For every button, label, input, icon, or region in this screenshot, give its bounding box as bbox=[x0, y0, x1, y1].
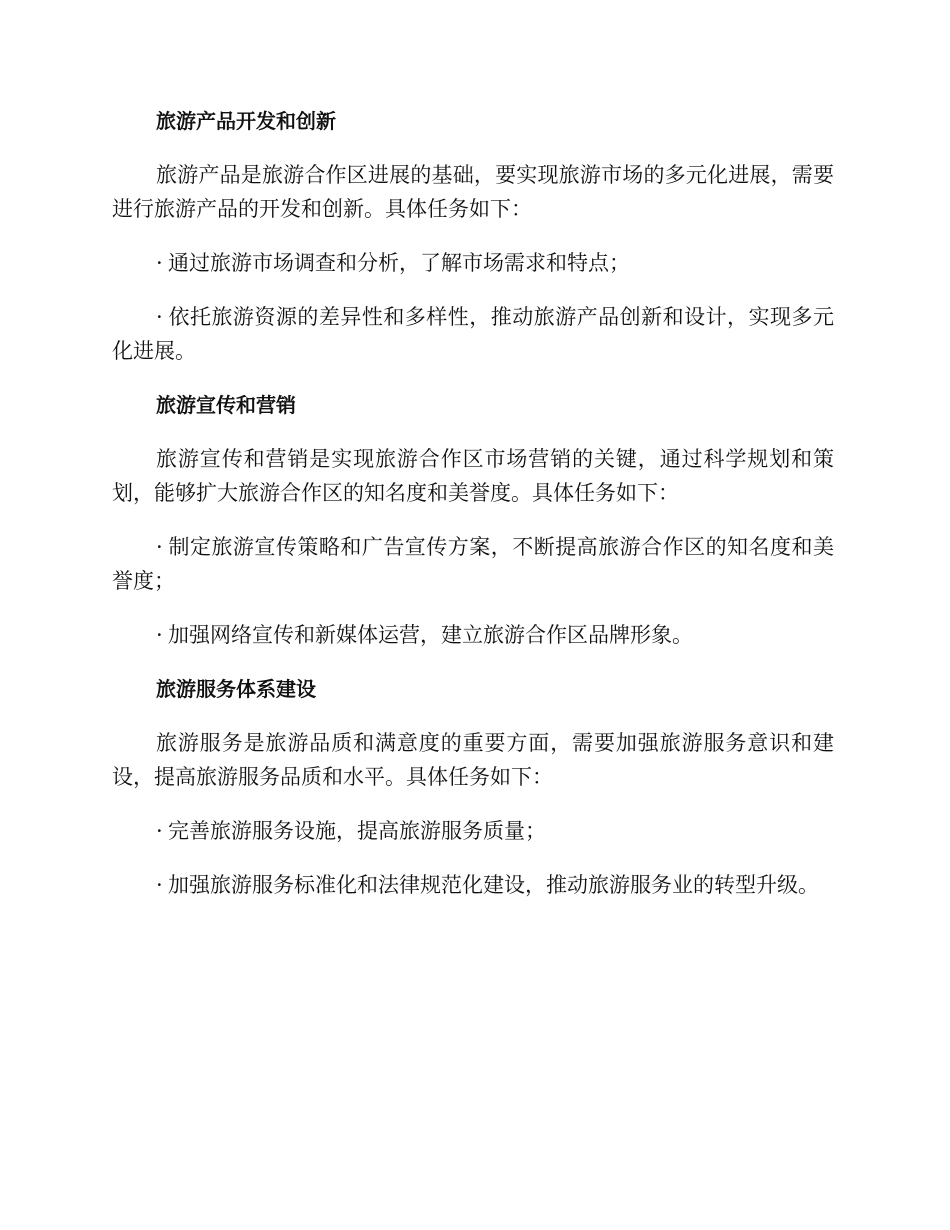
bullet-marker: · bbox=[156, 873, 163, 897]
document-body bbox=[112, 104, 834, 922]
bullet-text: 加强旅游服务标准化和法律规范化建设，推动旅游服务业的转型升级。 bbox=[168, 873, 819, 897]
section-heading: 旅游宣传和营销 bbox=[156, 393, 296, 417]
bullet-text: 通过旅游市场调查和分析，了解市场需求和特点； bbox=[168, 251, 630, 275]
bullet-text: 加强网络宣传和新媒体运营，建立旅游合作区品牌形象。 bbox=[168, 623, 693, 647]
bullet-text: 依托旅游资源的差异性和多样性，推动旅游产品创新和设计，实现多元化进展。 bbox=[112, 305, 834, 363]
bullet-marker: · bbox=[156, 623, 163, 647]
section-heading: 旅游产品开发和创新 bbox=[156, 109, 336, 133]
section-paragraph: 旅游宣传和营销是实现旅游合作区市场营销的关键，通过科学规划和策划，能够扩大旅游合作区的知名度和美誉度。具体任务如下： bbox=[112, 447, 834, 505]
bullet-item bbox=[112, 814, 834, 848]
bullet-item bbox=[112, 618, 834, 652]
bullet-text: 完善旅游服务设施，提高旅游服务质量； bbox=[168, 819, 546, 843]
section-service-system bbox=[112, 672, 834, 902]
section-paragraph: 旅游产品是旅游合作区进展的基础，要实现旅游市场的多元化进展，需要进行旅游产品的开发和创新。具体任务如下： bbox=[112, 163, 834, 221]
bullet-marker: · bbox=[156, 819, 163, 843]
bullet-item bbox=[112, 530, 834, 598]
bullet-marker: · bbox=[156, 305, 163, 329]
bullet-marker: · bbox=[156, 535, 163, 559]
section-product-development bbox=[112, 104, 834, 368]
section-heading: 旅游服务体系建设 bbox=[156, 677, 316, 701]
bullet-item bbox=[112, 300, 834, 368]
bullet-marker: · bbox=[156, 251, 163, 275]
section-promotion-marketing bbox=[112, 388, 834, 652]
section-paragraph: 旅游服务是旅游品质和满意度的重要方面，需要加强旅游服务意识和建设，提高旅游服务品质和水平。具体任务如下： bbox=[112, 731, 834, 789]
bullet-item bbox=[112, 868, 834, 902]
bullet-text: 制定旅游宣传策略和广告宣传方案，不断提高旅游合作区的知名度和美誉度； bbox=[112, 535, 834, 593]
bullet-item bbox=[112, 246, 834, 280]
